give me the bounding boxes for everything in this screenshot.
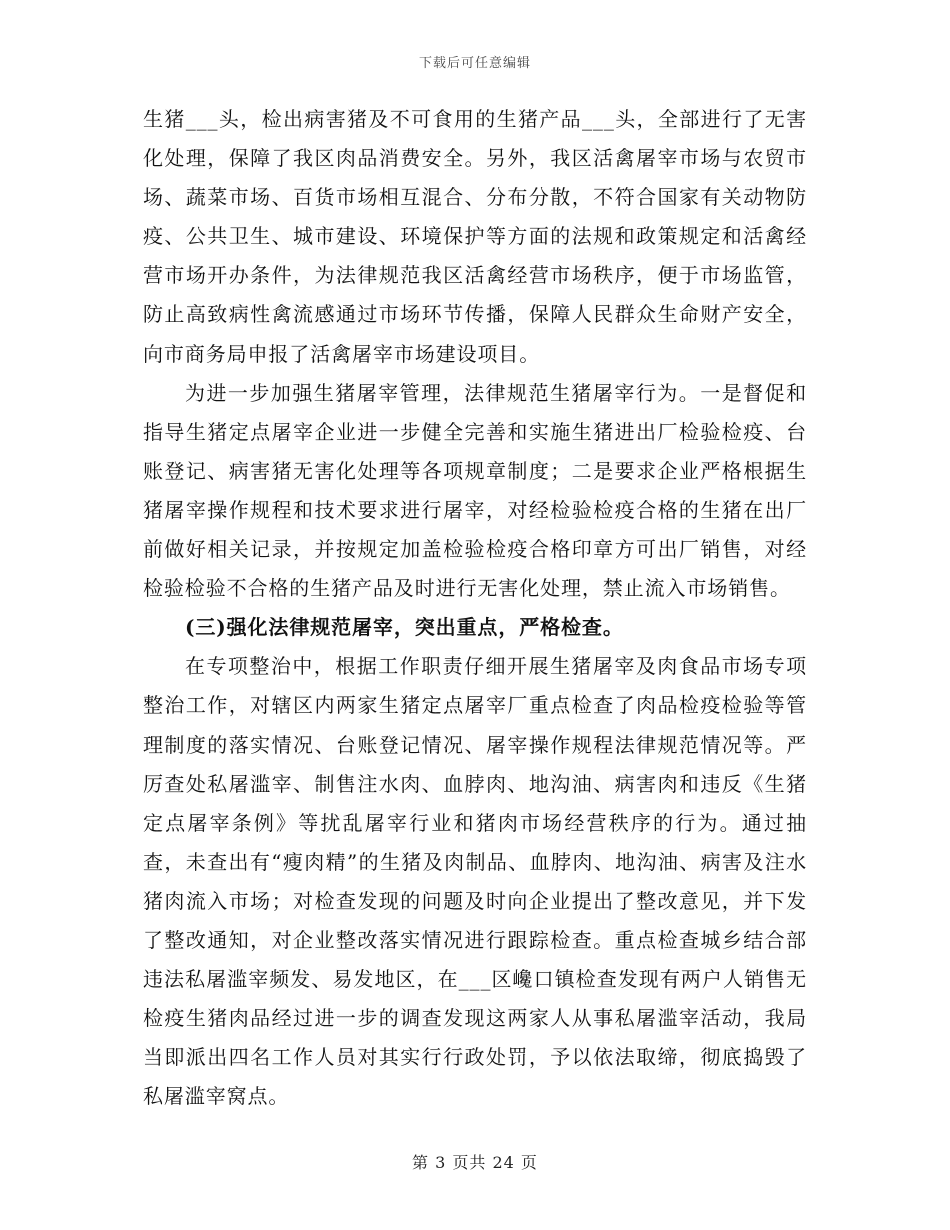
document-body: [143, 100, 807, 1116]
page-header: 下载后可任意编辑: [418, 56, 531, 71]
paragraph-special-rectification: 在专项整治中，根据工作职责仔细开展生猪屠宰及肉食品市场专项整治工作，对辖区内两家生猪定点屠宰厂重点检查了肉品检疫检验等管理制度的落实情况、台账登记情况、屠宰操作规程法律规范情况等。严厉查处私屠滥宰、制售注水肉、血脖肉、地沟油、病害肉和违反《生猪定点屠宰条例》等扰乱屠宰行业和猪肉市场经营秩序的行为。通过抽查，未查出有“瘦肉精”的生猪及肉制品、血脖肉、地沟油、病害及注水猪肉流入市场；对检查发现的问题及时向企业提出了整改意见，并下发了整改通知，对企业整改落实情况进行跟踪检查。重点检查城乡结合部违法私屠滥宰频发、易发地区，在___区巉口镇检查发现有两户人销售无检疫生猪肉品经过进一步的调查发现这两家人从事私屠滥宰活动，我局当即派出四名工作人员对其实行行政处罚，予以依法取缔，彻底捣毁了私屠滥宰窝点。: [143, 654, 807, 1109]
paragraph-slaughter-management: 为进一步加强生猪屠宰管理，法律规范生猪屠宰行为。一是督促和指导生猪定点屠宰企业进一步健全完善和实施生猪进出厂检验检疫、台账登记、病害猪无害化处理等各项规章制度；二是要求企业严格根据生猪屠宰操作规程和技术要求进行屠宰，对经检验检疫合格的生猪在出厂前做好相关记录，并按规定加盖检验检疫合格印章方可出厂销售，对经检验检验不合格的生猪产品及时进行无害化处理，禁止流入市场销售。: [143, 380, 807, 601]
paragraph-continuation: 生猪___头，检出病害猪及不可食用的生猪产品___头，全部进行了无害化处理，保障了我区肉品消费安全。另外，我区活禽屠宰市场与农贸市场、蔬菜市场、百货市场相互混合、分布分散，不符合国家有关动物防疫、公共卫生、城市建设、环境保护等方面的法规和政策规定和活禽经营市场开办条件，为法律规范我区活禽经营市场秩序，便于市场监管，防止高致病性禽流感通过市场环节传播，保障人民群众生命财产安全，向市商务局申报了活禽屠宰市场建设项目。: [143, 107, 807, 366]
page-number: 第 3 页共 24 页: [412, 1153, 538, 1172]
section-heading: (三)强化法律规范屠宰，突出重点，严格检查。: [185, 615, 624, 640]
